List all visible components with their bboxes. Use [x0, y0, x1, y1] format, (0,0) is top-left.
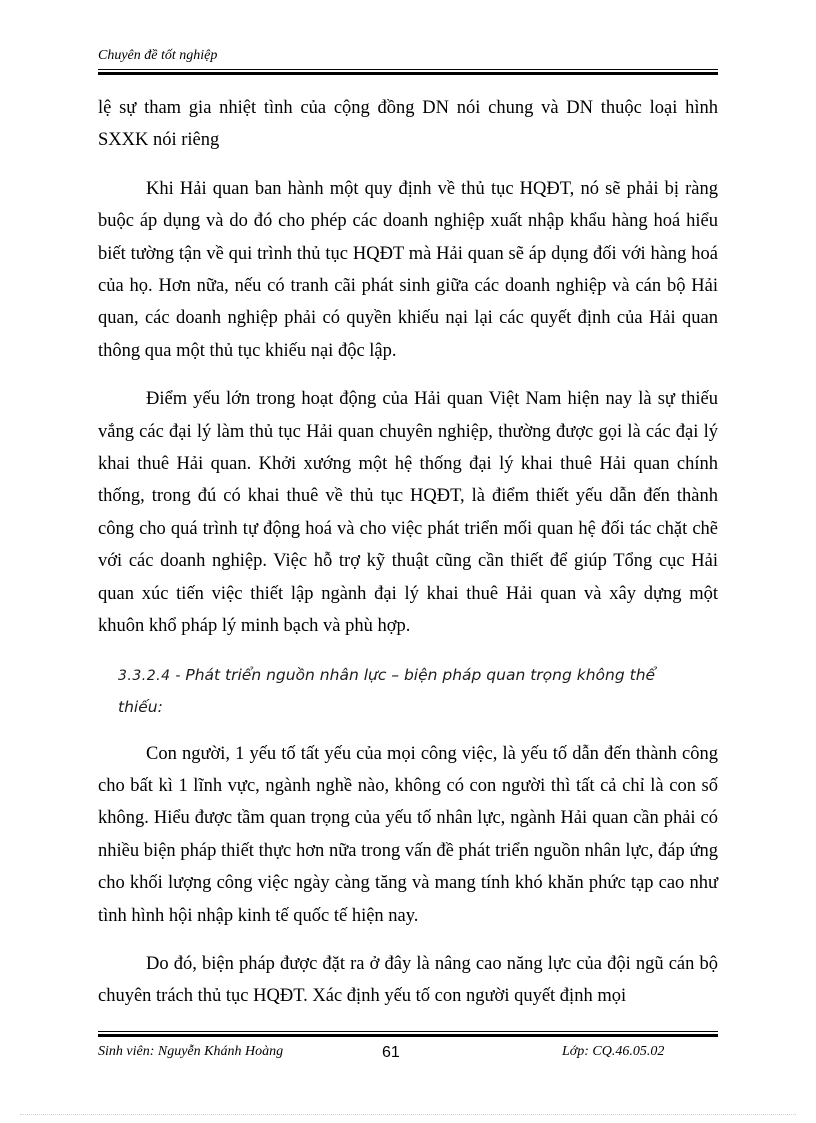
footer-class-code: Lớp: CQ.46.05.02	[562, 1044, 665, 1059]
continuation-paragraph: lệ sự tham gia nhiệt tình của cộng đồng DN nói chung và DN thuộc loại hình SXXK nói riêng	[98, 98, 718, 151]
page-body	[98, 92, 718, 1013]
paragraph-customs-agents: Điểm yếu lớn trong hoạt động của Hải quan Việt Nam hiện nay là sự thiếu vắng các đại lý làm thủ tục Hải quan chuyên nghiệp, thường được gọi là các đại lý khai thuê Hải quan. Khởi xướng một hệ thống đại lý khai thuê Hải quan chính thống, trong đú có khai thuê về thủ tục HQĐT, là điểm thiết yếu dẫn đến thành công cho quá trình tự động hoá và cho việc phát triển mối quan hệ đối tác chặt chẽ với các doanh nghiệp. Việc hỗ trợ kỹ thuật cũng cần thiết để giúp Tổng cục Hải quan xúc tiến việc thiết lập ngành đại lý khai thuê Hải quan và xây dựng một khuôn khổ pháp lý minh bạch và phù hợp.	[98, 389, 718, 637]
paragraph-conclusion: Do đó, biện pháp được đặt ra ở đây là nâng cao năng lực của đội ngũ cán bộ chuyên trách thủ tục HQĐT. Xác định yếu tố con người quyết định mọi	[98, 953, 718, 1007]
footer-student-name: Sinh viên: Nguyễn Khánh Hoàng	[98, 1044, 284, 1059]
page-number: 61	[382, 1044, 400, 1061]
running-header-title: Chuyên đề tốt nghiệp	[98, 48, 218, 63]
header-divider	[98, 69, 718, 75]
section-heading	[118, 659, 678, 722]
paragraph-human-resources: Con người, 1 yếu tố tất yếu của mọi công việc, là yếu tố dẫn đến thành công cho bất kì 1 lĩnh vực, ngành nghề nào, không có con người thì tất cả chỉ là con số không. Hiểu được tầm quan trọng của yếu tố nhân lực, ngành Hải quan cần phải có nhiều biện pháp thiết thực hơn nữa trong vấn đề phát triển nguồn nhân lực, đáp ứng cho khối lượng công việc ngày càng tăng và mang tính khó khăn phức tạp cao như tình hình hội nhập kinh tế quốc tế hiện nay.	[98, 743, 718, 926]
footer-divider	[98, 1031, 718, 1037]
section-title: Phát triển nguồn nhân lực – biện pháp quan trọng không thể thiếu:	[118, 665, 656, 716]
section-number: 3.3.2.4 -	[118, 667, 181, 684]
paragraph-customs-regulation: Khi Hải quan ban hành một quy định về thủ tục HQĐT, nó sẽ phải bị ràng buộc áp dụng và do đó cho phép các doanh nghiệp xuất nhập khẩu hàng hoá hiểu biết tường tận về qui trình thủ tục HQĐT mà Hải quan sẽ áp dụng đối với hàng hoá của họ. Hơn nữa, nếu có tranh cãi phát sinh giữa các doanh nghiệp và cán bộ Hải quan, các doanh nghiệp phải có quyền khiếu nại lại các quyết định của Hải quan thông qua một thủ tục khiếu nại độc lập.	[98, 178, 718, 361]
page-edge-dotted-line	[20, 1114, 796, 1115]
